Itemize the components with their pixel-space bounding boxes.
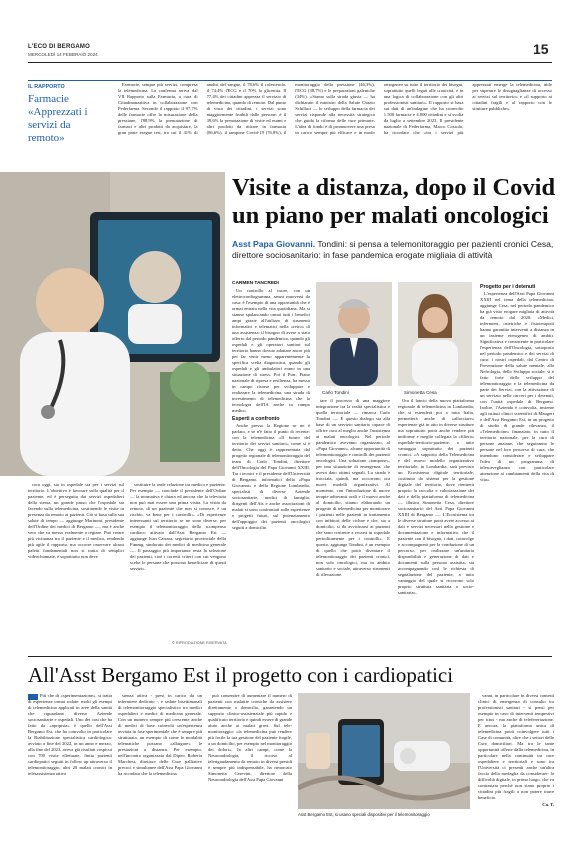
- portrait-cesa-image: [398, 282, 472, 386]
- main-para-3: tare il processo di una maggiore integrazione tra la realtà specialistica e quella territoriale — rimarca Carlo Tondini —. E questo dialogo sta alla base di un servizio sanitario capace di offrire cura al meglio anche l'assistenza ai malati oncologici. Nel periodo pandemico avevamo organizzato, al «Papa Giovanni», alcune opportunità di telemonitoraggio e controlli dei pazienti oncologici. Una soluzione «tampone», per una situazione di emergenza, che aveva dato ottimi segnali. La strada è tracciata, quindi, ma occorrono ora nuovi modelli organizzativi. Al momento, con l'introduzione di nuove terapie adiuvanti orali e il nuovo anche al domicilio, stiamo elaborando un progetto di telemedicina per monitorare i pazienti nelle pazienti in trattamento con inibitori delle cicline e che, sia a domicilio, si da avvicinarsi ai pazienti che sono costrette a recarsi in ospedale periodicamente per i controlli». E questo, aggiunge Tondini, è un esempio di quello che potrà diventare il telemonitoraggio dei pazienti cronici, non solo oncologici, ma in ambito sanitario e sociale, attraverso strumenti di rilevazione.: [316, 398, 390, 577]
- main-deck-source: Asst Papa Giovanni.: [232, 239, 316, 249]
- sidebar-body: [118, 82, 552, 164]
- bottom-para-3: può consentire di aumentare il numero di pazienti con malattie croniche da assistere direttamente a domicilio, garantendo un supporto clinico-assistenziale più rapido e qualificato territorio e quindi essere di grande aiuto anche ai malati gravi. Sul tele-monitoraggio: «la telemedicina può rendere più facile la tua gestione del paziente fragile, a un domicilio, per esempio nel monitoraggio dei dolori». In altri campi, come la Neuroradiologia, il ricorso al telerigaudamento da remoto in diversi presidi è sempre più indispensabile, ha rimarcato Simonetta Gerevini, direttore della Neuroradiologia dell'Asst Papa Giovanni: [208, 693, 292, 782]
- portrait-tondini-caption: Carlo Tondini: [322, 390, 349, 395]
- page-number: 15: [533, 41, 549, 57]
- main-deck-text: Tondini: si pensa a telemonitoraggio per pazienti cronici Cesa, direttore sociosanitario: in fase pandemica erogate migliaia di attività: [232, 239, 554, 260]
- left-col-2: [130, 482, 226, 640]
- left-para-1: cora oggi, sia in ospedale sia per i servizi sul territorio. L'obiettivo è lavorare sulla qualità per il paziente, ed è perseguita dai servizi ospedalieri della stessa, un grande passo che l'ospedale sta facendo sulla telemedicina, sostituendo le visite in presenza da remoto ai pazienti. Ciò si basa sulla sua salute di tempo — aggiunge Marinoni, presidente dell'Ordine dei medici di Bergamo —, ma è anche vero che va messo realmente a regime. Può creare più vicinanza tra il paziente e il medico, rendendo più agile il rapporto, ma occorre osservare alcuni paletti fondamentali non si tratta di semplici videochiamate, è soprattutto non deve: [28, 482, 124, 559]
- bottom-col-4: [478, 693, 554, 841]
- main-subhead-1: Esperti a confronto: [232, 416, 280, 422]
- main-col-1: [232, 288, 310, 648]
- portrait-cesa: [398, 282, 472, 386]
- bottom-signature: Ca. T.: [542, 802, 554, 807]
- portrait-tondini-image: [316, 282, 392, 386]
- main-headline-line1: Visite a distanza, dopo il Covid: [232, 174, 556, 201]
- bottom-para-2: stenza attiva - presi in carico da un infermiere dedicato -, e sedute bisettimanali di telemonitorraggio specialistico tra medici ospedalieri e medici di medicina generale. Con un numero sempre più crescente anche di medici di base coinvolti un'esperienza avviata in fase sperimentale che è sempre più strutturata, un esempio di come le modalità telematiche possano «allargare» le prestazioni a distanza. Per esempio, nell'incontro organizzato dal Dipeo, Roberta Marchesi, direttore delle Cure palliative precoci e simultanee dell'Asst Papa Giovanni ha ricordato che la telemedicina: [118, 693, 202, 776]
- portrait-cesa-caption: Simonetta Cesa: [404, 390, 437, 395]
- sidebar-kicker: IL RAPPORTO: [28, 84, 65, 90]
- bottom-para-1: Più che di «sperimentazione», si tratta di esperienze ormai rodate: molti gli esempi di telemedicina applicati in aree della sanità che riguardano diverse Aziende sociosanitarie e ospedali. Uno dei casi che ha fatto da «apripista» è quello dell'Asst Bergamo Est, che ha coinvolto in particolare la Riabilitazione specialistica cardiologica: avviato a fine del 2022, in un anno e mezzo, alla fine del 2023, aveva già risultati cospicui con 700 visite effettuate, finita pazienti cardiopatici seguiti in follow up attraverso il telemonitoraggio, altri 20 malati cronici in telesassistenza attiva: [28, 693, 112, 776]
- portrait-tondini: [316, 282, 392, 386]
- main-deck: [232, 239, 554, 261]
- main-para-5: L'esperienza dell'Asst Papa Giovanni XXIII nel tema della telemedicina, aggiunge Cesa, nel periodo pandemico ha già visto erogare migliaia di attività da remoto dal 2020: «Medici, infermieri, ostetriche e fisioterapisti hanno garantito interventi a distanza in un insieme eterogeneo di ambiti. Significativa e consistente in particolare l'esperienza dell'Oncologia, sottoposto nel periodo pandemico e dei servizi di cura: i nostri ospedali, dal Centro di Prevenzione della salute mentale, alla Nefrologia, dello Sviluppo sociale; si è fatto forte dello sviluppo del telemonitoraggio e la telemedicina da parte dei Servizi, con la attivazione di un servizio nelle carceri per i detenuti, con l'unità ospedale di Bergamo. Inoltre, l'Azienda è coinvolta, insieme agli istituti clinici scientifici di Maugeri e dell'Asst Bergamo Est, in un progetto di studio di grande rilevanza, il «Telemedicine» finanziato, in tutto il territorio nazionale, per la cura di persone anziane, che seguiranno le persone nel loro percorso di cura, che intendono considerare e sviluppare l'idea di un programma di telesorveglianza con particolare attenzione ai cambiamenti della vita di vita».: [480, 291, 554, 482]
- copyright-credit: © RIPRODUZIONE RISERVATA: [172, 641, 227, 645]
- main-col-2: [316, 398, 390, 648]
- sidebar-body-text: Farmacie, sempre più servizi, compresa la telemedicina. La conferma arriva dal VII Rapporto sulla Farmacia, a cura di Cittadinanzattiva in collaborazione con Federfarma. Secondo il rapporto il 97,7% delle farmacie offre la misurazione della pressione, l'88,9% la prenotazione di farmaci e altri prodotti da acquistare, la gran parte esegue test, tra cui il 41% di analisi del sangue, il 78,6% il colesterolo, il 74,4% l'ECG e il 70% la glicemia. Il 77,4% dei cittadini apprezza il servizio di telemedicina, quando di remoto. Dal punto di vista dei cittadini, i servizi sono maggiormente fruibili dalle persone: è il 39,6% la prenotazione di visite ed esami e altri prodotti da ritirare in farmacia (86,6%), il tampone Covid-19 (76,8%), il monitoraggio della pressione (46,3%), l'ECG (38,7%) e le preparazioni galeniche (34%). «Siamo sulla strada giusta — ha dichiarato il ministro della Salute Orazio Schillaci — lo sviluppo della farmacia dei servizi risponde alla necessità strategica che guida la riforma delle cure primarie. L'idea di fondo è di promuovere una presa in carico sempre più efficace e in modo omogeneo su tutto il territorio dei bisogni, soprattutto quelli legati alle cronicità, e in una logica di collaborazione con gli altri professionisti sanitari». Il rapporto si basa sui dati di un'indagine che ha coinvolto 1.500 farmacie e 4.000 cittadini e si svolta da luglio a settembre 2023. Il presidente nazionale di Federfarma, Marco Cossolo, ha ricordato che «tra i servizi più apprezzati emerge la telemedicina, utile per superare le disuguaglianze di accesso ai servizi sul territorio» e «il supporto ai cittadini fragili e al rapporto con le strutture pubbliche».: [118, 82, 552, 135]
- left-para-2: sostituire la reale relazione tra medico e paziente. Per esempio — conclude il presidente dell'Ordine — la normativa è chiara ed ancora che la televisita non può mai essere una prima visita. La visita da remoto, di un paziente che non si conosce, è un rischio, va bene per i controlli». «Di esperienze interessanti sul territorio se ne sono diverse, per esempio il telemonitoraggio dello scompenso cardiaco attivato dall'Asst Bergamo Est — aggiunge Ivan Carrara, segretario provinciale della Fimmg, sindacato dei medici di medicina generale —. Il passaggio più importante resta la selezione dei pazienti, cioè i corretti criteri con cui vengono scelte le persone che possono beneficiare di questi servizi».: [130, 482, 226, 571]
- bottom-col-2: [118, 693, 202, 841]
- masthead: L'ECO DI BERGAMO: [28, 44, 90, 50]
- issue-date: MERCOLEDÌ 14 FEBBRAIO 2024: [28, 52, 98, 57]
- bottom-col-3: [208, 693, 292, 841]
- main-para-4: Ora il lancio della nuova piattaforma regionale di telemedicina in Lombardia, che si estenderà poi a tutta Italia, permetterà anche di «allacciare» esperienze già in atto in diverse strutture ma soprattutto potrà anche rendere più uniforme e meglio collegata la «filiera» ospedale-territorio-paziente, a tutto vantaggio soprattutto dei pazienti cronici. «A supporto della Telemedicina e del nuovo modello organizzativo territoriale, in Lombardia, sarà previsto un Ecosistema digitale territoriale, costituito da sistemi per la gestione digitale del territorio, dove rientrerà proprio la raccolta e valorizzazione dei dati e della piattaforma di telemedicina — illustra Simonetta Cesa, direttore sociosanitario del Asst Papa Giovanni XXIII di Bergamo —. L'Ecosistema tra le diverse strutture potrà avere accesso ai dati e servizi necessari nella gestione e documentazione e informativo che il paziente con il bisogno, i dati, coinvolge e accompagnerà per la conduzione di un percorso, per realizzare un'unitaria disponibilità e generazione di dati e documenti sulla persona assistita, sia accompagnando così le richiesta di segnalazione del paziente, a tutto vantaggio del quale si ricorrono solo proprio struttura sanitaria o socio-sanitaria».: [398, 398, 474, 595]
- main-para-2: Anche presso la Regione se ne è parlato, e se n'è fatto il punto di recente: con la telemedicina «Il futuro del territorio dei servizi sanitari», come si è detto. Che oggi è rappresentata dal progetto regionale di telemonitoraggio del team di Carlo Tondini, direttore dell'Oncologia del Papa Giovanni XXIII. Tra i tecnici e il presidente dell'Università di Bergamo, informatici della «Papa Giovanni» e della Regione Lombardia, specialisti di diverse Aziende sociosanitarie, medici di famiglia, dirigenti dell'Ats e anche associazioni di malati si sono confrontati sulle esperienze e progetti futuri, sul potenziamento dell'appoggio dei pazienti oncologici seguiti a domicilio.: [232, 423, 310, 530]
- main-para-1: Un controllo al cuore, con un elettrocardiogramma, senza muoversi da casa: è l'esempio di una opportunità che è ormai entrata nella vita quotidiana. Ma si stanno spalancando ormai tutti i benefici ampi grazie all'utilizzo di strumenti informatici e telematici nella «retro» di una assistenza: il bisogno di avere a stato offerto dal periodo pandemico, quando gli ospedali e gli operatori sanitari sul territorio hanno dovuto adattare ancor più per far venir meno apparentemente la specifica scelta diagnostica, quando gli ospedali e gli ambulatori erano in una situazione di stress. Poi il Purr, Piano nazionale di ripresa e resilienza, ha messo in campo risorse per sviluppare e realizzare la telemedicina, una strada di investimento di telemedicina che la tecnologia dell'IA anche in campo medico.: [232, 288, 310, 413]
- bottom-col-1: [28, 693, 112, 841]
- telemonitoring-device-photo: [298, 693, 470, 809]
- bottom-photo-caption: Asst Bergamo Est, si usano speciali dispositivi per il telemonitoraggio: [298, 812, 430, 817]
- telemonitoring-device-image: [298, 693, 470, 809]
- left-col-1: [28, 482, 124, 650]
- main-col-4: [480, 282, 554, 648]
- bottom-headline: All'Asst Bergamo Est il progetto con i cardiopatici: [28, 663, 454, 687]
- main-subhead-2: Progetto per i detenuti: [480, 284, 536, 290]
- sidebar-title: Farmacie «Apprezzati i servizi da remoto»: [28, 93, 88, 144]
- header-rule: [28, 62, 552, 63]
- telemedicine-photo: [0, 172, 225, 476]
- telemedicine-photo-illustration: [0, 172, 225, 476]
- main-col-3: [398, 398, 474, 648]
- bottom-para-4: vanni, in particolare in diversi contesti clinici di emergenza di consulto tra professionisti sanitari - si pensi per esempio in caso di interventi tempestivi per ictus - ma anche di teleferertazione. E ancora, la piattaforma unica di telemedicina potrà coinvolgere tutti i Case di comunità, oltre che i settori delle Cure domiciliari. Ma tra le tante opportunità offerte dalla telemedicina, in particolare nella continuità tra cure ospedaliere e territoriali e sono tra l'Università ci presenti anche un'altra faccia della medaglia da considerare: la difficoltà digitale, in primo luogo, che va contrastata perché non siano proprio i cittadini più fragili a non potere trarre beneficio.: [478, 693, 554, 800]
- bottom-top-rule: [28, 656, 552, 657]
- byline: CARMEN TANCREDI: [232, 281, 279, 286]
- main-headline-line2: un piano per malati oncologici: [232, 202, 549, 229]
- sidebar-top-rule: [28, 80, 552, 81]
